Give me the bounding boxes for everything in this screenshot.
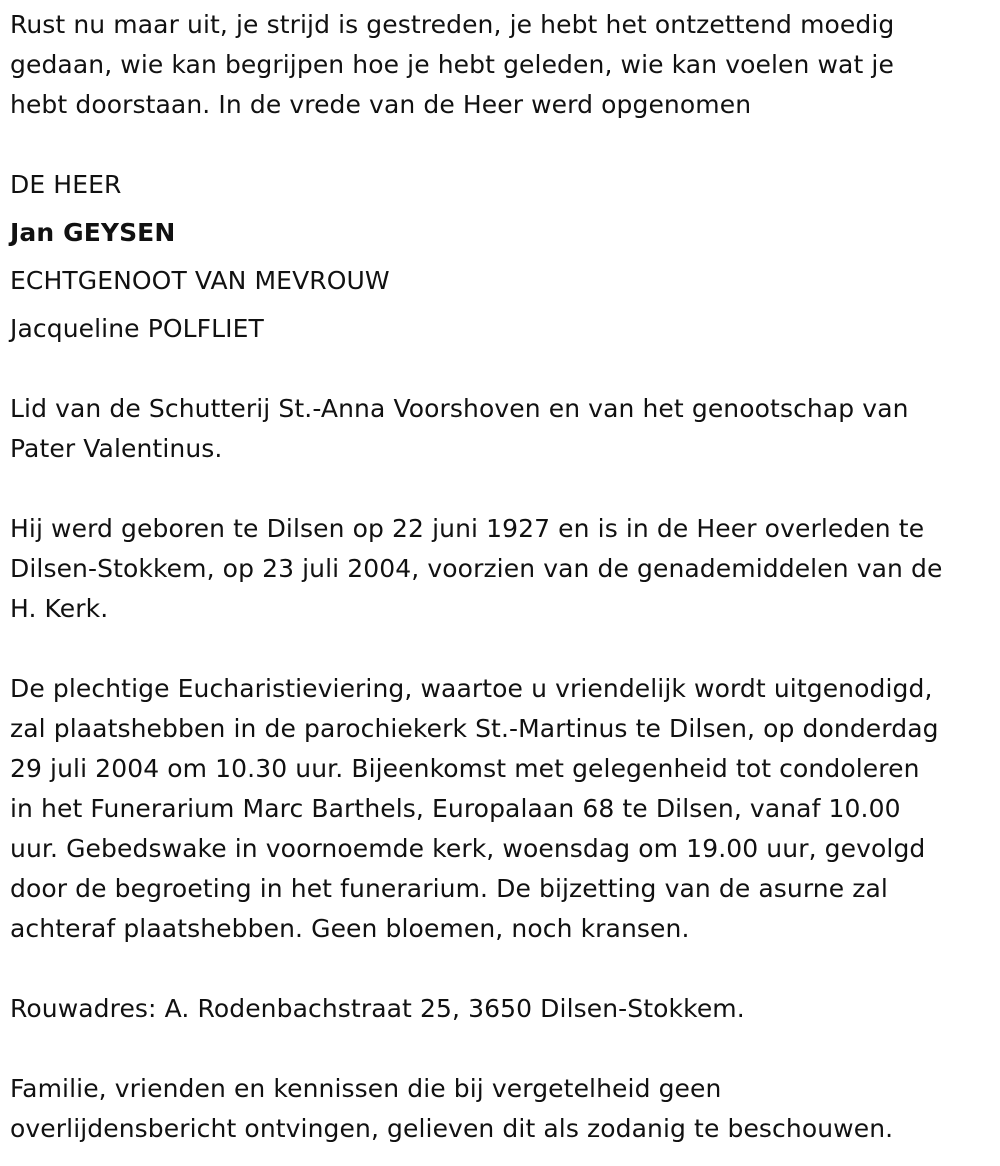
dates-line-2: Dilsen-Stokkem, op 23 juli 2004, voorzien van de genademiddelen van de (10, 554, 943, 583)
ceremony-line-5: uur. Gebedswake in voornoemde kerk, woensdag om 19.00 uur, gevolgd (10, 834, 926, 863)
spouse-name: Jacqueline POLFLIET (10, 314, 264, 343)
membership-line-2: Pater Valentinus. (10, 434, 223, 463)
relation-label: ECHTGENOOT VAN MEVROUW (10, 266, 390, 295)
ceremony-line-4: in het Funerarium Marc Barthels, Europalaan 68 te Dilsen, vanaf 10.00 (10, 794, 901, 823)
membership-line-1: Lid van de Schutterij St.-Anna Voorshoven en van het genootschap van (10, 394, 909, 423)
ceremony-line-3: 29 juli 2004 om 10.30 uur. Bijeenkomst met gelegenheid tot condoleren (10, 754, 920, 783)
intro-line-3: hebt doorstaan. In de vrede van de Heer werd opgenomen (10, 90, 752, 119)
deceased-name: Jan GEYSEN (10, 218, 176, 247)
closing-line-2: overlijdensbericht ontvingen, gelieven dit als zodanig te beschouwen. (10, 1114, 894, 1143)
dates-line-1: Hij werd geboren te Dilsen op 22 juni 1927 en is in de Heer overleden te (10, 514, 925, 543)
intro-line-1: Rust nu maar uit, je strijd is gestreden, je hebt het ontzettend moedig (10, 10, 895, 39)
dates-line-3: H. Kerk. (10, 594, 109, 623)
ceremony-line-1: De plechtige Eucharistieviering, waartoe u vriendelijk wordt uitgenodigd, (10, 674, 933, 703)
mourning-address: Rouwadres: A. Rodenbachstraat 25, 3650 Dilsen-Stokkem. (10, 994, 745, 1023)
ceremony-line-2: zal plaatshebben in de parochiekerk St.-Martinus te Dilsen, op donderdag (10, 714, 939, 743)
ceremony-line-7: achteraf plaatshebben. Geen bloemen, noch kransen. (10, 914, 690, 943)
honorific-title: DE HEER (10, 170, 122, 199)
intro-line-2: gedaan, wie kan begrijpen hoe je hebt geleden, wie kan voelen wat je (10, 50, 894, 79)
closing-line-1: Familie, vrienden en kennissen die bij vergetelheid geen (10, 1074, 722, 1103)
ceremony-line-6: door de begroeting in het funerarium. De bijzetting van de asurne zal (10, 874, 888, 903)
